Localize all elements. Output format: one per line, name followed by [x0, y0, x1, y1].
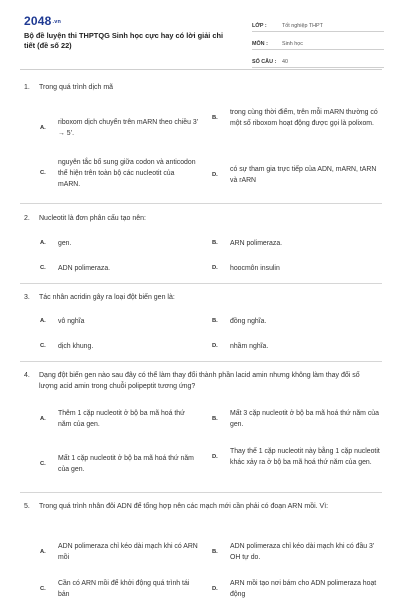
meta-row-class — [252, 16, 384, 32]
option-text: trong cùng thời điểm, trên mỗi mARN thường có một số riboxom hoạt động được gọi là polixom. — [230, 109, 378, 127]
option-text: đồng nghĩa. — [230, 318, 267, 325]
option-letter: B. — [212, 240, 218, 246]
question-stem — [24, 370, 374, 392]
option-letter: D. — [212, 265, 218, 271]
option-letter: C. — [40, 265, 46, 271]
option-letter: B. — [212, 548, 218, 555]
option-letter: C. — [40, 585, 46, 592]
question-number: 4. — [24, 372, 30, 379]
option-letter: D. — [212, 171, 218, 178]
question-separator — [20, 283, 382, 284]
option-letter: D. — [212, 453, 218, 460]
option-text: ADN polimeraza chỉ kéo dài mạch khi có ARN mồi — [58, 543, 198, 561]
meta-label: LỚP : — [252, 23, 267, 29]
document-title: Bộ đề luyện thi THPTQG Sinh học cực hay có lời giải chi tiết (đề số 22) — [24, 31, 224, 50]
meta-label: MÔN : — [252, 41, 268, 47]
option-b[interactable] — [212, 238, 382, 249]
question-text: Tác nhân acridin gây ra loại đột biến gen là: — [39, 294, 175, 301]
option-letter: D. — [212, 585, 218, 592]
question-text: Trong quá trình dịch mã — [39, 84, 114, 91]
option-c[interactable] — [40, 157, 198, 190]
question-number: 1. — [24, 84, 30, 91]
option-text: ADN polimeraza. — [58, 265, 111, 272]
meta-value: 40 — [282, 59, 288, 65]
question-stem — [24, 82, 374, 93]
option-letter: A. — [40, 318, 46, 324]
option-letter: B. — [212, 318, 218, 324]
option-letter: A. — [40, 415, 46, 422]
option-text: riboxom dịch chuyển trên mARN theo chiều 3’ → 5’. — [58, 119, 198, 137]
meta-label: SỐ CÂU : — [252, 59, 277, 65]
logo-main: 2048 — [24, 14, 52, 28]
option-c[interactable] — [40, 453, 198, 475]
option-a[interactable] — [40, 408, 198, 430]
question-text: Nucleotit là đơn phân cấu tạo nên: — [39, 215, 146, 222]
option-a[interactable] — [40, 316, 198, 327]
option-text: nhầm nghĩa. — [230, 343, 269, 350]
option-letter: A. — [40, 240, 46, 246]
option-text: Mất 1 cặp nucleotit ở bộ ba mã hoá thứ năm của gen. — [58, 455, 194, 473]
logo-tld: .vn — [52, 18, 62, 25]
option-letter: D. — [212, 343, 218, 349]
option-text: Thay thế 1 cặp nucleotit này bằng 1 cặp nucleotit khác xảy ra ở bộ ba mã hoá thứ năm của gen. — [230, 448, 380, 466]
option-d[interactable] — [212, 446, 382, 468]
question-separator — [20, 361, 382, 362]
option-b[interactable] — [212, 408, 382, 430]
option-c[interactable] — [40, 263, 198, 274]
option-d[interactable] — [212, 263, 382, 274]
option-d[interactable] — [212, 578, 382, 600]
option-letter: C. — [40, 170, 46, 176]
option-text: ARN polimeraza. — [230, 240, 283, 247]
question-separator — [20, 492, 382, 493]
option-text: ARN mồi tạo nơi bám cho ADN polimeraza hoạt động — [230, 580, 377, 598]
option-text: Mất 3 cặp nucleotit ở bộ ba mã hoá thứ năm của gen. — [230, 410, 379, 428]
option-text: có sự tham gia trực tiếp của ADN, mARN, tARN và rARN — [230, 166, 377, 184]
option-c[interactable] — [40, 578, 198, 600]
meta-row-count — [252, 52, 384, 68]
question-number: 5. — [24, 503, 30, 510]
option-letter: A. — [40, 548, 46, 555]
question-stem — [24, 501, 374, 512]
exam-meta — [252, 16, 384, 70]
meta-value: Tốt nghiệp THPT — [282, 23, 323, 29]
option-text: dịch khung. — [58, 343, 94, 350]
option-c[interactable] — [40, 341, 198, 352]
option-a[interactable] — [40, 238, 198, 249]
meta-value: Sinh học — [282, 41, 303, 47]
question-text: Dạng đột biến gen nào sau đây có thể làm thay đổi thành phần lacid amin nhưng không làm thay đổi số lượng acid amin trong chuỗi polipeptit tương ứng? — [39, 372, 360, 390]
option-d[interactable] — [212, 341, 382, 352]
question-separator — [20, 203, 382, 204]
option-b[interactable] — [212, 316, 382, 327]
option-letter: B. — [212, 114, 218, 121]
question-stem — [24, 213, 374, 224]
question-number: 2. — [24, 215, 30, 222]
option-text: gen. — [58, 240, 72, 247]
option-b[interactable] — [212, 541, 382, 563]
option-a[interactable] — [40, 117, 198, 139]
option-text: hoocmôn insulin — [230, 265, 280, 272]
option-text: vô nghĩa — [58, 318, 85, 325]
option-d[interactable] — [212, 164, 382, 186]
option-text: nguyên tắc bổ sung giữa codon và anticodon thể hiện trên toàn bộ các nucleotit của mARN. — [58, 159, 196, 188]
question-text: Trong quá trình nhân đôi ADN để tổng hợp nên các mạch mới cần phải có đoạn ARN mồi. Vì: — [39, 503, 329, 510]
option-text: ADN polimeraza chỉ kéo dài mạch khi có đầu 3’ OH tự do. — [230, 543, 375, 561]
meta-row-subject — [252, 34, 384, 50]
option-letter: C. — [40, 460, 46, 467]
option-a[interactable] — [40, 541, 198, 563]
question-number: 3. — [24, 294, 30, 301]
option-b[interactable] — [212, 107, 382, 129]
question-stem — [24, 292, 374, 303]
site-logo[interactable] — [24, 14, 61, 28]
option-text: Cần có ARN mồi để khởi động quá trình tái bản — [58, 580, 190, 598]
option-letter: A. — [40, 124, 46, 131]
option-letter: C. — [40, 343, 46, 349]
option-letter: B. — [212, 415, 218, 422]
header — [0, 0, 400, 65]
option-text: Thêm 1 cặp nucleotit ở bộ ba mã hoá thứ năm của gen. — [58, 410, 185, 428]
header-divider — [20, 69, 382, 70]
